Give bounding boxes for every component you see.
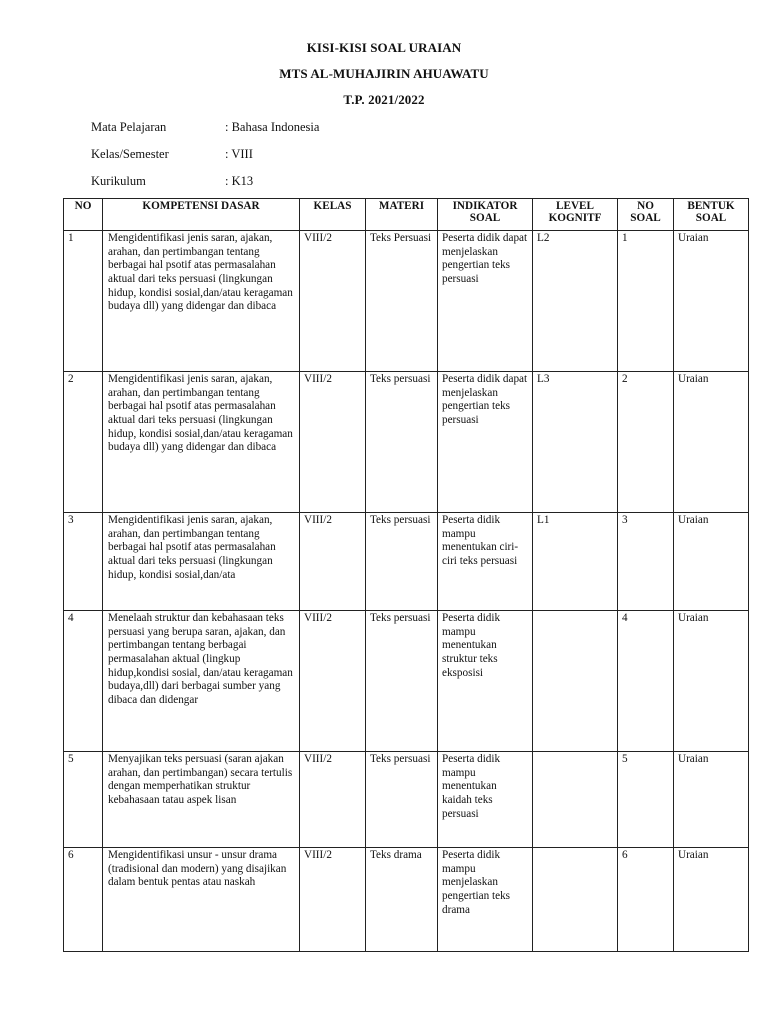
cell-no-soal: 6 (618, 848, 674, 952)
cell-bentuk: Uraian (674, 513, 749, 611)
header-materi: MATERI (366, 199, 438, 231)
academic-year: T.P. 2021/2022 (343, 92, 425, 107)
cell-indikator: Peserta didik mampu menentukan ciri-ciri teks persuasi (438, 513, 533, 611)
cell-indikator: Peserta didik dapat menjelaskan pengertian teks persuasi (438, 231, 533, 372)
cell-bentuk: Uraian (674, 611, 749, 752)
cell-kompetensi-dasar: Mengidentifikasi jenis saran, ajakan, arahan, dan pertimbangan tentang berbagai hal psotif atas permasalahan aktual dari teks persuasi (lingkungan hidup, kondisi sosial,dan/ata (103, 513, 300, 611)
cell-kelas: VIII/2 (300, 513, 366, 611)
meta-label: Kurikulum (91, 174, 146, 188)
cell-materi: Teks persuasi (366, 372, 438, 513)
cell-kelas: VIII/2 (300, 611, 366, 752)
header-kompetensi-dasar: KOMPETENSI DASAR (103, 199, 300, 231)
meta-label: Mata Pelajaran (91, 120, 167, 134)
cell-no-soal: 1 (618, 231, 674, 372)
cell-materi: Teks Persuasi (366, 231, 438, 372)
cell-no: 5 (64, 752, 103, 848)
cell-indikator: Peserta didik mampu menentukan kaidah teks persuasi (438, 752, 533, 848)
cell-bentuk: Uraian (674, 752, 749, 848)
table-row (64, 372, 749, 513)
cell-no: 2 (64, 372, 103, 513)
cell-kompetensi-dasar: Menyajikan teks persuasi (saran ajakan arahan, dan pertimbangan) secara tertulis dengan memperhatikan struktur kebahasaan tatau aspek lisan (103, 752, 300, 848)
cell-no: 1 (64, 231, 103, 372)
cell-no-soal: 4 (618, 611, 674, 752)
cell-bentuk: Uraian (674, 231, 749, 372)
cell-bentuk: Uraian (674, 848, 749, 952)
cell-level: L1 (533, 513, 618, 611)
header-kelas: KELAS (300, 199, 366, 231)
cell-kelas: VIII/2 (300, 752, 366, 848)
cell-no-soal: 5 (618, 752, 674, 848)
header-level-kognitif: LEVEL KOGNITF (533, 199, 618, 231)
cell-level (533, 752, 618, 848)
cell-indikator: Peserta didik mampu menentukan struktur teks eksposisi (438, 611, 533, 752)
meta-value: : K13 (225, 174, 254, 188)
cell-level: L2 (533, 231, 618, 372)
cell-materi: Teks drama (366, 848, 438, 952)
table-row (64, 752, 749, 848)
cell-materi: Teks persuasi (366, 513, 438, 611)
table-row (64, 231, 749, 372)
school-name: MTS AL-MUHAJIRIN AHUAWATU (279, 66, 489, 81)
cell-materi: Teks persuasi (366, 752, 438, 848)
table-row (64, 848, 749, 952)
cell-no: 6 (64, 848, 103, 952)
cell-no: 4 (64, 611, 103, 752)
cell-kelas: VIII/2 (300, 372, 366, 513)
cell-level: L3 (533, 372, 618, 513)
cell-indikator: Peserta didik mampu menjelaskan pengertian teks drama (438, 848, 533, 952)
cell-kompetensi-dasar: Mengidentifikasi unsur - unsur drama (tradisional dan modern) yang disajikan dalam bentuk pentas atau naskah (103, 848, 300, 952)
header-bentuk-soal: BENTUK SOAL (674, 199, 749, 231)
cell-kelas: VIII/2 (300, 231, 366, 372)
table-row (64, 513, 749, 611)
header-no: NO (64, 199, 103, 231)
cell-no-soal: 3 (618, 513, 674, 611)
cell-kompetensi-dasar: Menelaah struktur dan kebahasaan teks persuasi yang berupa saran, ajakan, dan pertimbangan tentang berbagai permasalahan aktual (lingkup hidup,kondisi sosial, dan/atau keragaman budaya,dll) dari berbagai sumber yang dibaca dan didengar (103, 611, 300, 752)
cell-indikator: Peserta didik dapat menjelaskan pengertian teks persuasi (438, 372, 533, 513)
table-row (64, 611, 749, 752)
meta-value: : VIII (225, 147, 253, 161)
cell-no-soal: 2 (618, 372, 674, 513)
header-indikator-soal: INDIKATOR SOAL (438, 199, 533, 231)
meta-value: : Bahasa Indonesia (225, 120, 320, 134)
cell-no: 3 (64, 513, 103, 611)
cell-kompetensi-dasar: Mengidentifikasi jenis saran, ajakan, arahan, dan pertimbangan tentang berbagai hal psotif atas permasalahan aktual dari teks persuasi (lingkungan hidup, kondisi sosial,dan/atau keragaman budaya dll) yang didengar dan dibaca (103, 231, 300, 372)
question-grid-table (63, 198, 749, 952)
document-title: KISI-KISI SOAL URAIAN (306, 40, 462, 55)
cell-level (533, 848, 618, 952)
table-header-row (64, 199, 749, 231)
cell-kelas: VIII/2 (300, 848, 366, 952)
cell-materi: Teks persuasi (366, 611, 438, 752)
header-no-soal: NO SOAL (618, 199, 674, 231)
meta-label: Kelas/Semester (91, 147, 169, 161)
cell-bentuk: Uraian (674, 372, 749, 513)
cell-level (533, 611, 618, 752)
cell-kompetensi-dasar: Mengidentifikasi jenis saran, ajakan, arahan, dan pertimbangan tentang berbagai hal psotif atas permasalahan aktual dari teks persuasi (lingkungan hidup, kondisi sosial,dan/atau keragaman budaya dll) yang didengar dan dibaca (103, 372, 300, 513)
